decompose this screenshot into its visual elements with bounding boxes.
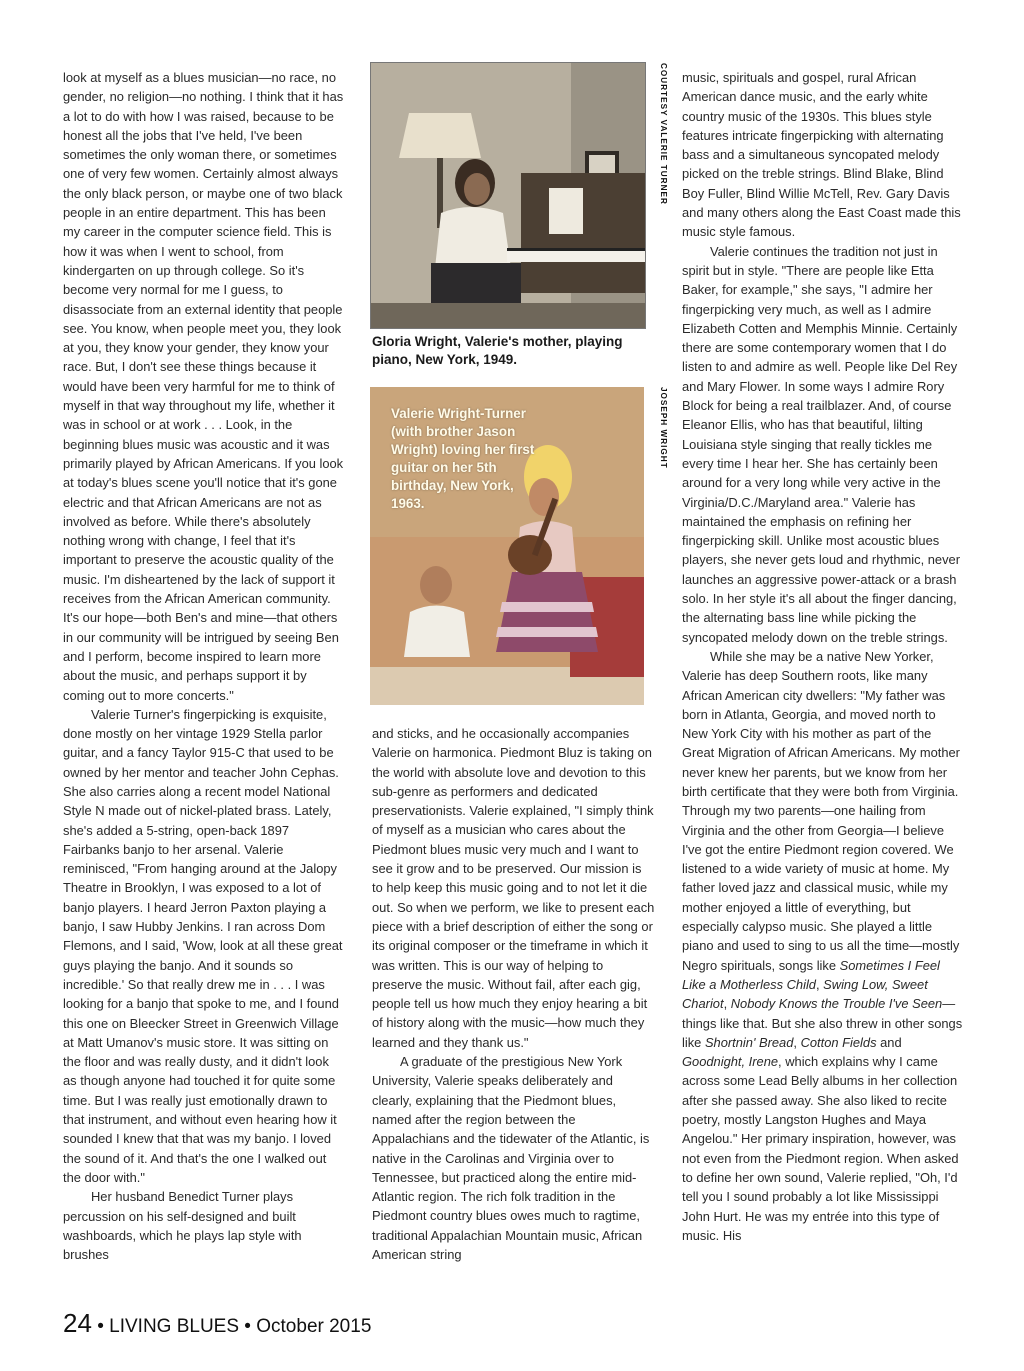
song-title: Swing Low, Sweet Chariot [682,976,928,1012]
footer-bullet: • [239,1316,257,1337]
left-paragraph-1: look at myself as a blues musician—no race, no gender, no religion—no nothing. I think that it has a lot to do with how I was raised, because to be honest all the jobs that I've held, I've been sometimes the only woman there, or sometimes one of very few women. Certainly almost always the only black person, or maybe one of two black people in an entire department. This has been my career in the computer science field. This is how it was when I went to school, from kindergarten on up through college. So it's become very normal for me I guess, to disassociate from an external identity that people see. You know, when people meet you, they look at you, they know your gender, they know your race. But, I don't see these things because it would have been very harmful for me to think of myself in that way throughout my life, whether it was in school or at work . . . Look, in the beginning blues music was acoustic and it was primarily played by African Americans. If you look at today's blues scene you'll notice that it's gone electric and that African Americans are not as involved as before. While there's absolutely nothing wrong with change, I feel that it's important to preserve the acoustic quality of the music. I'm disheartened by the lack of support it receives from the African American community. It's our hope—both Ben's and mine—that others in our community will be intrigued by seeing Ben and I perform, become inspired to learn more about the music, and perhaps support it by coming out to more concerts." [63,70,344,703]
song-title: Sometimes I Feel Like a Motherless Child [682,957,940,992]
photo-mother-piano-illustration [371,63,645,328]
right-column [682,68,964,1245]
separator: , [793,1034,801,1050]
right-paragraph-3-middle: —things like that. But she also threw in other songs like [682,996,963,1050]
photo-credit-2: JOSEPH WRIGHT [659,387,668,469]
song-title: Cotton Fields [800,1034,877,1050]
left-paragraph-2: Valerie Turner's fingerpicking is exquisite, done mostly on her vintage 1929 Stella parlor guitar, and a fancy Taylor 915-C that used to be owned by her mentor and teacher John Cephas. She also carries along a recent model National Style N made out of nickel-plated brass. Lately, she's added a 5-string, open-back 1897 Fairbanks banjo to her arsenal. Valerie reminisced, "From hanging around at the Jalopy Theatre in Brooklyn, I was exposed to a lot of banjo players. I heard Jerron Paxton playing a banjo, I saw Hubby Jenkins. I ran across Dom Flemons, and I said, 'Wow, look at all these great guys playing the banjo. And it sounds so incredible.' So that really drew me in . . . I was looking for a banjo that spoke to me, and I found this one on Bleecker Street in Greenwich Village at Matt Umanov's music store. It was sitting on the floor and was really dusty, and it didn't look as though anyone had touched it for quite some time. But I was really just emotionally drawn to that instrument, and without even hearing how it sounded I knew that that was my banjo. I loved the sound of it. And that's the one I walked out the door with." [63,706,343,1185]
footer-bullet: • [91,1316,110,1337]
song-title: Goodnight, Irene [682,1054,779,1070]
separator: and [876,1034,902,1050]
issue-date: October 2015 [256,1316,372,1337]
right-paragraph-3 [682,647,964,1245]
song-title: Nobody Knows the Trouble I've Seen [730,996,943,1012]
middle-paragraph-1: and sticks, and he occasionally accompanies Valerie on harmonica. Piedmont Bluz is taking on the world with absolute love and devotion to this sub-genre as performers and dedicated preservationists. Valerie explained, "I simply think of myself as a musician who cares about the Piedmont blues music very much and I want to see it grow and to be preserved. Our mission is to help keep this music going and to not let it die out. So when we perform, we like to present each piece with a brief description of either the song or its original composer or the timeframe in which it was written. This is our way of helping to preserve the music. Without fail, after each gig, people tell us how much they enjoy hearing a bit of history along with the music—how much they learned and they thank us." [372,726,655,1050]
middle-paragraph-2: A graduate of the prestigious New York University, Valerie speaks deliberately and clearly, explaining that the Piedmont blues, named after the region between the Appalachians and the tidewater of the Atlantic, is native in the Carolinas and Virginia over to Tennessee, but practiced along the entire mid-Atlantic region. The rich folk tradition in the Piedmont country blues owes much to ragtime, traditional Appalachian Mountain music, African American string [372,1054,650,1263]
right-paragraph-2: Valerie continues the tradition not just in spirit but in style. "There are people like Etta Baker, for example," she says, "I admire her fingerpicking very much, as well as I admire Elizabeth Cotten and Memphis Minnie. Certainly there are some contemporary women that I do listen to and admire as well. People like Del Rey and Mary Flower. In some ways I admire Rory Block for being a real trailblazer. And, of course Eleanor Ellis, who has that beautiful, lilting Louisiana style singing that really tickles me every time I hear her. She has certainly been around for a very long while very active in the Virginia/D.C./Maryland area." Valerie has maintained the emphasis on refining her fingerpicking skill. Unlike most acoustic blues players, she never gets loud and rhythmic, never launches an aggressive power-attack or a brash solo. In her style it's all about the finger dancing, the alternating bass line while picking the syncopated melody down on the treble strings. [682,243,961,645]
photo-credit-1: COURTESY VALERIE TURNER [659,63,668,205]
song-title: Shortnin' Bread [704,1034,794,1050]
photo-mother-piano [370,62,646,329]
right-paragraph-1: music, spirituals and gospel, rural African American dance music, and the early white country music of the 1930s. This blues style features intricate fingerpicking with alternating bass and a simultaneous syncopated melody picked on the treble strings. Blind Blake, Blind Boy Fuller, Blind Willie McTell, Rev. Gary Davis and many others along the East Coast made this music style famous. [682,70,961,240]
publication-name: LIVING BLUES [109,1316,240,1337]
page-number: 24 [63,1308,92,1338]
middle-column [372,724,655,1264]
photo-caption-2: Valerie Wright-Turner (with brother Jason Wright) loving her first guitar on her 5th birthday, New York, 1963. [391,406,535,511]
right-paragraph-3-end: , which explains why I came across some Lead Belly albums in her collection after she passed away. She also liked to recite poetry, mostly Langston Hughes and Maya Angelou." Her primary inspiration, however, was not even from the Piedmont region. When asked to define her own sound, Valerie replied, "Oh, I'd tell you I sound probably a lot like Mississippi John Hurt. He was my entrée into this type of music. His [682,1054,959,1243]
right-paragraph-3-start: While she may be a native New Yorker, Valerie has deep Southern roots, like many African American city dwellers: "My father was born in Atlanta, Georgia, and moved north to New York City with his mother as part of the Great Migration of African Americans. My mother never knew her parents, but we know from her birth certificate that they were both from Virginia. Through my two parents—one hailing from Virginia and the other from Georgia—I believe I've got the entire Piedmont region covered. We listened to a wide variety of music at home. My father loved jazz and classical music, while my mother enjoyed a little of everything, but especially calypso music. She played a little piano and used to sing to us all the time—mostly Negro spirituals, songs like [682,648,960,973]
separator: , [723,996,731,1012]
left-column [63,68,345,1264]
page-footer [63,1308,371,1339]
left-paragraph-3: Her husband Benedict Turner plays percussion on his self-designed and built washboards, which he plays lap style with brushes [63,1189,302,1263]
separator: , [815,976,824,992]
photo-caption-1: Gloria Wright, Valerie's mother, playing piano, New York, 1949. [372,334,623,367]
